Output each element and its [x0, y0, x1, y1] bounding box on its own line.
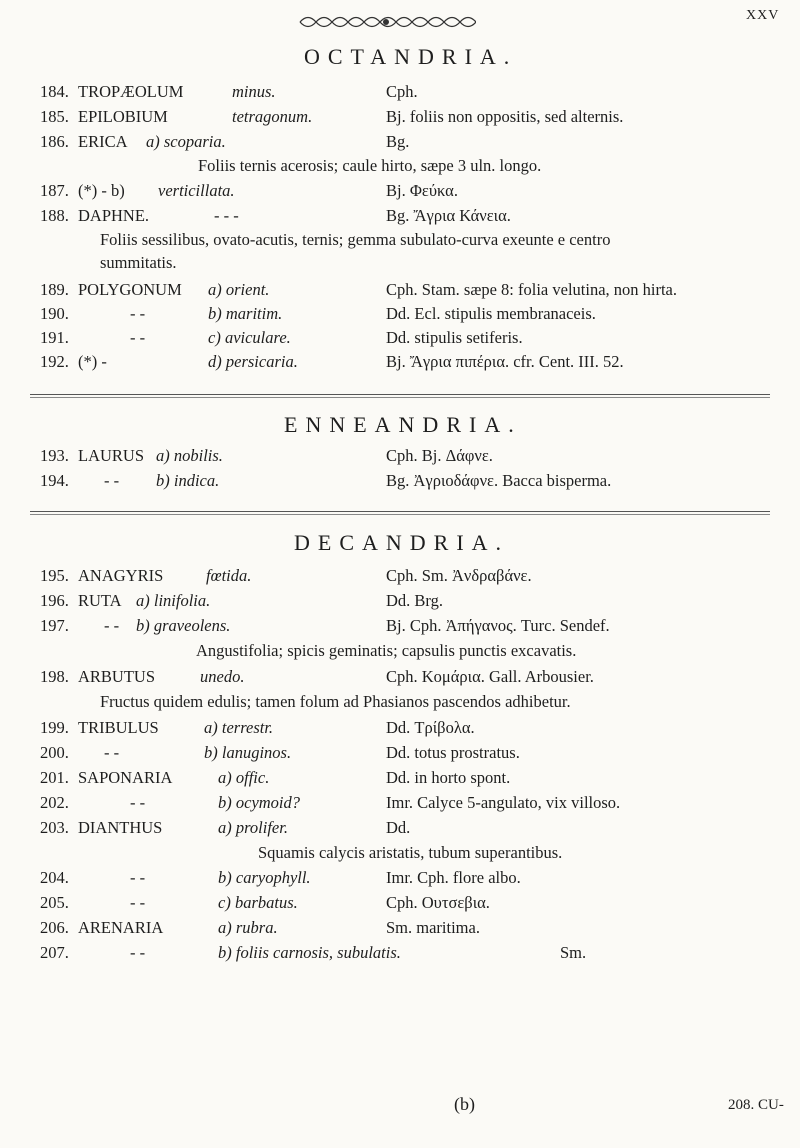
entry-row: 201. SAPONARIA a) offic. Dd. in horto spont. [40, 768, 511, 787]
entry-row: 200. - - b) lanuginos. Dd. totus prostratus. [40, 743, 520, 762]
signature-mark: (b) [454, 1094, 475, 1114]
note-daphne: Foliis sessilibus, ovato-acutis, ternis; gemma subulato-curva exeunte e centro [100, 230, 611, 249]
entry-row: 190. - - b) maritim. Dd. Ecl. stipulis membranaceis. [40, 304, 596, 323]
entry-row: 206. ARENARIA a) rubra. Sm. maritima. [40, 918, 480, 937]
entry-row: 185. EPILOBIUM tetragonum. Bj. foliis non oppositis, sed alternis. [40, 107, 624, 126]
section-divider [30, 397, 770, 398]
entry-row: 194. - - b) indica. Bg. Ἀγριοδάφνε. Bacca bisperma. [40, 471, 612, 490]
entry-row: 198. ARBUTUS unedo. Cph. Κομάρια. Gall. Arbousier. [40, 667, 594, 686]
entry-row: 202. - - b) ocymoid? Imr. Calyce 5-angulato, vix villoso. [40, 793, 621, 812]
section-heading-octandria: OCTANDRIA. [304, 44, 518, 69]
entry-row: 186. ERICA a) scoparia. Bg. [40, 132, 410, 151]
entry-row: 196. RUTA a) linifolia. Dd. Brg. [40, 591, 443, 610]
page-number: XXV [746, 8, 780, 23]
entry-row: 192. (*) - d) persicaria. Bj. Ἄγρια πιπέρια. cfr. Cent. III. 52. [40, 352, 624, 371]
section-heading-decandria: DECANDRIA. [294, 530, 510, 555]
section-divider [30, 514, 770, 515]
note-daphne-continued: summitatis. [100, 253, 177, 272]
note-arbutus: Fructus quidem edulis; tamen folum ad Phasianos pascendos adhibetur. [100, 692, 571, 711]
entry-row: 187. (*) - b) verticillata. Bj. Φεύκα. [40, 181, 458, 200]
entry-row: 193. LAURUS a) nobilis. Cph. Bj. Δάφνε. [40, 446, 493, 465]
entry-row: 189. POLYGONUM a) orient. Cph. Stam. sæpe 8: folia velutina, non hirta. [40, 280, 678, 299]
entry-row: 203. DIANTHUS a) prolifer. Dd. [40, 818, 411, 837]
entry-row: 207. - - b) foliis carnosis, subulatis. Sm. [40, 943, 587, 962]
catchword: 208. CU- [728, 1097, 784, 1113]
entry-row: 195. ANAGYRIS fœtida. Cph. Sm. Ἀνδραβάνε. [40, 566, 532, 585]
entry-row: 184. TROPÆOLUM minus. Cph. [40, 82, 418, 101]
section-heading-enneandria: ENNEANDRIA. [284, 412, 522, 437]
header-ornament [296, 12, 476, 32]
entry-row: 205. - - c) barbatus. Cph. Ουτσεβια. [40, 893, 490, 912]
entry-row: 188. DAPHNE. - - - Bg. Ἄγρια Κάνεια. [40, 206, 511, 225]
entry-row: 191. - - c) aviculare. Dd. stipulis setiferis. [40, 328, 523, 347]
note-ruta: Angustifolia; spicis geminatis; capsulis punctis excavatis. [196, 641, 577, 660]
entry-row: 197. - - b) graveolens. Bj. Cph. Ἀπήγανος. Turc. Sendef. [40, 616, 610, 635]
note-dianthus: Squamis calycis aristatis, tubum superantibus. [258, 843, 563, 862]
entry-row: 204. - - b) caryophyll. Imr. Cph. flore albo. [40, 868, 521, 887]
section-divider [30, 394, 770, 395]
section-divider [30, 511, 770, 512]
note-erica: Foliis ternis acerosis; caule hirto, sæpe 3 uln. longo. [198, 156, 542, 175]
entry-row: 199. TRIBULUS a) terrestr. Dd. Τρίβολα. [40, 718, 475, 737]
